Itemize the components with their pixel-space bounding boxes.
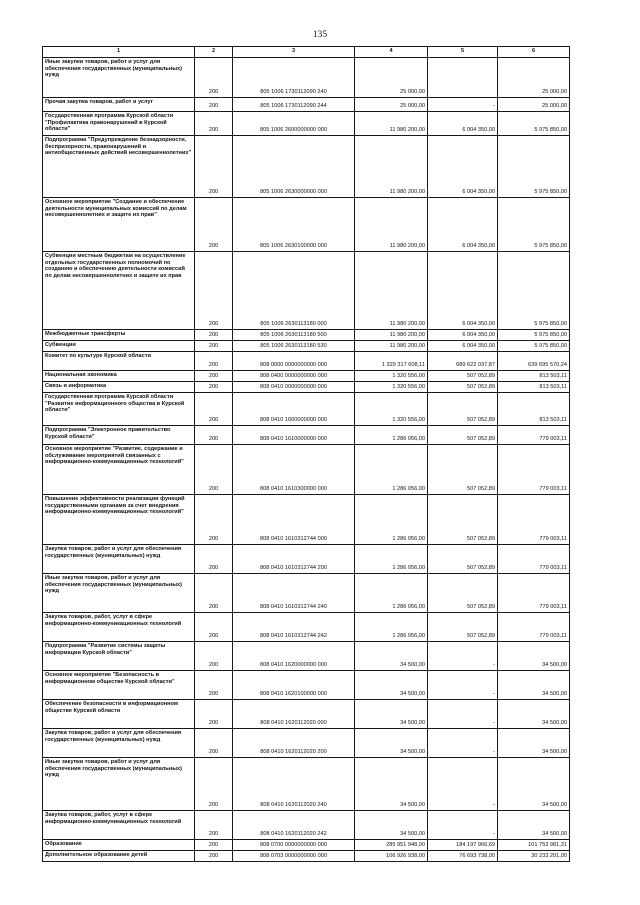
row-section-code: 200 bbox=[195, 495, 233, 545]
table-row bbox=[43, 811, 570, 840]
row-amount-executed: 6 004 350,00 bbox=[428, 112, 498, 136]
row-amount-remaining: 101 753 981,31 bbox=[498, 840, 570, 851]
row-section-code: 200 bbox=[195, 352, 233, 371]
row-amount-remaining: 34 500,00 bbox=[498, 729, 570, 758]
row-amount-executed bbox=[428, 58, 498, 98]
row-amount-executed: 6 004 350,00 bbox=[428, 330, 498, 341]
row-section-code: 200 bbox=[195, 393, 233, 426]
row-amount-remaining: 779 003,11 bbox=[498, 574, 570, 613]
row-amount-executed: 6 004 350,00 bbox=[428, 252, 498, 330]
row-name: Закупка товаров, работ, услуг в сфере информационно-коммуникационных технологий bbox=[43, 613, 195, 642]
header-cell: 4 bbox=[355, 47, 428, 58]
row-amount-approved: 1 329 317 608,11 bbox=[355, 352, 428, 371]
row-name: Государственная программа Курской области "Развитие информационного общества в Курской области" bbox=[43, 393, 195, 426]
row-classification-code: 808 0410 1600000000 000 bbox=[233, 393, 355, 426]
row-amount-remaining: 5 975 850,00 bbox=[498, 112, 570, 136]
row-amount-approved: 1 286 056,00 bbox=[355, 426, 428, 445]
row-name: Закупка товаров, работ и услуг для обеспечения государственных (муниципальных) нужд bbox=[43, 545, 195, 574]
row-section-code: 200 bbox=[195, 445, 233, 495]
table-row bbox=[43, 198, 570, 252]
row-amount-remaining: 779 003,11 bbox=[498, 495, 570, 545]
row-amount-remaining: 34 500,00 bbox=[498, 700, 570, 729]
row-section-code: 200 bbox=[195, 642, 233, 671]
row-classification-code: 805 1006 2630113180 530 bbox=[233, 341, 355, 352]
row-section-code: 200 bbox=[195, 811, 233, 840]
row-amount-approved: 11 980 200,00 bbox=[355, 341, 428, 352]
row-name: Основное мероприятие "Создание и обеспечение деятельности муниципальных комиссий по делам несовершеннолетних и защите их прав" bbox=[43, 198, 195, 252]
table-row bbox=[43, 671, 570, 700]
row-name: Иные закупки товаров, работ и услуг для обеспечения государственных (муниципальных) нужд bbox=[43, 574, 195, 613]
row-amount-remaining: 30 233 201,00 bbox=[498, 851, 570, 862]
row-classification-code: 808 0410 1610300000 000 bbox=[233, 445, 355, 495]
row-amount-executed: - bbox=[428, 98, 498, 112]
row-name: Дополнительное образование детей bbox=[43, 851, 195, 862]
row-section-code: 200 bbox=[195, 98, 233, 112]
row-section-code: 200 bbox=[195, 112, 233, 136]
row-amount-remaining: 25 000,00 bbox=[498, 58, 570, 98]
row-name: Образование bbox=[43, 840, 195, 851]
row-section-code: 200 bbox=[195, 426, 233, 445]
row-amount-executed: 507 052,89 bbox=[428, 545, 498, 574]
table-row bbox=[43, 545, 570, 574]
row-classification-code: 808 0410 1620000000 000 bbox=[233, 642, 355, 671]
row-amount-approved: 11 980 200,00 bbox=[355, 136, 428, 198]
row-name: Субвенции местным бюджетам на осуществление отдельных государственных полномочий по созданию и обеспечению деятельности комиссий по делам несовершеннолетних и защите их прав bbox=[43, 252, 195, 330]
row-amount-executed: 184 197 966,69 bbox=[428, 840, 498, 851]
row-name: Подпрограмма "Электронное правительство Курской области" bbox=[43, 426, 195, 445]
budget-table bbox=[42, 46, 570, 862]
row-section-code: 200 bbox=[195, 58, 233, 98]
row-classification-code: 808 0400 0000000000 000 bbox=[233, 371, 355, 382]
table-row bbox=[43, 382, 570, 393]
row-classification-code: 805 1006 1730112090 240 bbox=[233, 58, 355, 98]
table-row bbox=[43, 98, 570, 112]
row-name: Иные закупки товаров, работ и услуг для обеспечения государственных (муниципальных) нужд bbox=[43, 58, 195, 98]
row-name: Закупка товаров, работ и услуг для обеспечения государственных (муниципальных) нужд bbox=[43, 729, 195, 758]
row-amount-remaining: 779 003,11 bbox=[498, 426, 570, 445]
row-amount-remaining: 779 003,11 bbox=[498, 545, 570, 574]
row-amount-approved: 1 286 056,00 bbox=[355, 613, 428, 642]
row-name: Повышение эффективности реализации функций государственными органами за счет внедрения информационно-коммуникационных технологий" bbox=[43, 495, 195, 545]
row-section-code: 200 bbox=[195, 671, 233, 700]
header-cell: 2 bbox=[195, 47, 233, 58]
row-amount-approved: 11 980 200,00 bbox=[355, 252, 428, 330]
row-name: Субвенции bbox=[43, 341, 195, 352]
row-amount-remaining: 639 695 570,24 bbox=[498, 352, 570, 371]
row-amount-executed: 6 004 350,00 bbox=[428, 136, 498, 198]
table-row bbox=[43, 136, 570, 198]
row-classification-code: 805 1006 2630100000 000 bbox=[233, 198, 355, 252]
table-row bbox=[43, 341, 570, 352]
row-name: Закупка товаров, работ, услуг в сфере информационно-коммуникационных технологий bbox=[43, 811, 195, 840]
table-row bbox=[43, 112, 570, 136]
row-amount-approved: 1 320 556,00 bbox=[355, 371, 428, 382]
row-section-code: 200 bbox=[195, 729, 233, 758]
row-amount-approved: 1 320 556,00 bbox=[355, 393, 428, 426]
row-name: Обеспечение безопасности в информационном обществе Курской области bbox=[43, 700, 195, 729]
table-row bbox=[43, 642, 570, 671]
row-name: Основное мероприятие "Безопасность в информационном обществе Курской области" bbox=[43, 671, 195, 700]
row-classification-code: 808 0410 1620112020 240 bbox=[233, 758, 355, 811]
row-amount-executed: - bbox=[428, 729, 498, 758]
row-classification-code: 808 0410 0000000000 000 bbox=[233, 382, 355, 393]
row-amount-remaining: 5 975 850,00 bbox=[498, 341, 570, 352]
table-row bbox=[43, 851, 570, 862]
row-amount-remaining: 813 503,11 bbox=[498, 382, 570, 393]
row-amount-approved: 34 500,00 bbox=[355, 729, 428, 758]
row-section-code: 200 bbox=[195, 198, 233, 252]
row-amount-remaining: 779 003,11 bbox=[498, 445, 570, 495]
row-classification-code: 808 0410 1620112020 000 bbox=[233, 700, 355, 729]
row-name: Межбюджетные трансферты bbox=[43, 330, 195, 341]
row-name: Связь и информатика bbox=[43, 382, 195, 393]
row-amount-executed: 507 052,89 bbox=[428, 613, 498, 642]
row-classification-code: 808 0410 1610312744 000 bbox=[233, 495, 355, 545]
table-row bbox=[43, 352, 570, 371]
row-amount-remaining: 5 975 850,00 bbox=[498, 252, 570, 330]
header-cell: 5 bbox=[428, 47, 498, 58]
row-amount-executed: - bbox=[428, 811, 498, 840]
table-row bbox=[43, 252, 570, 330]
row-classification-code: 805 1006 2630113180 500 bbox=[233, 330, 355, 341]
table-row bbox=[43, 393, 570, 426]
row-section-code: 200 bbox=[195, 330, 233, 341]
row-classification-code: 805 1006 2600000000 000 bbox=[233, 112, 355, 136]
table-row bbox=[43, 729, 570, 758]
row-amount-executed: 6 004 350,00 bbox=[428, 341, 498, 352]
row-classification-code: 808 0410 1610312744 240 bbox=[233, 574, 355, 613]
table-row bbox=[43, 495, 570, 545]
row-amount-executed: 689 622 037,87 bbox=[428, 352, 498, 371]
row-amount-executed: - bbox=[428, 758, 498, 811]
table-row bbox=[43, 700, 570, 729]
row-section-code: 200 bbox=[195, 840, 233, 851]
row-amount-executed: 507 052,89 bbox=[428, 495, 498, 545]
row-amount-remaining: 25 000,00 bbox=[498, 98, 570, 112]
row-amount-remaining: 34 500,00 bbox=[498, 758, 570, 811]
row-amount-executed: 76 693 738,00 bbox=[428, 851, 498, 862]
row-section-code: 200 bbox=[195, 382, 233, 393]
row-amount-approved: 1 286 056,00 bbox=[355, 545, 428, 574]
row-amount-executed: 507 052,89 bbox=[428, 426, 498, 445]
row-classification-code: 805 1006 1730112090 244 bbox=[233, 98, 355, 112]
header-cell: 6 bbox=[498, 47, 570, 58]
row-amount-approved: 106 926 938,00 bbox=[355, 851, 428, 862]
row-amount-remaining: 5 975 850,00 bbox=[498, 198, 570, 252]
row-amount-approved: 11 980 200,00 bbox=[355, 330, 428, 341]
row-amount-approved: 34 500,00 bbox=[355, 642, 428, 671]
row-classification-code: 808 0000 0000000000 000 bbox=[233, 352, 355, 371]
header-cell: 1 bbox=[43, 47, 195, 58]
table-row bbox=[43, 758, 570, 811]
row-section-code: 200 bbox=[195, 545, 233, 574]
row-section-code: 200 bbox=[195, 371, 233, 382]
table-row bbox=[43, 426, 570, 445]
table-row bbox=[43, 840, 570, 851]
row-amount-executed: 507 052,89 bbox=[428, 382, 498, 393]
row-amount-approved: 285 951 948,00 bbox=[355, 840, 428, 851]
table-row bbox=[43, 445, 570, 495]
row-amount-executed: 507 052,89 bbox=[428, 574, 498, 613]
row-amount-approved: 34 500,00 bbox=[355, 811, 428, 840]
row-classification-code: 805 1006 2630113180 000 bbox=[233, 252, 355, 330]
row-classification-code: 808 0700 0000000000 000 bbox=[233, 840, 355, 851]
row-classification-code: 808 0410 1610000000 000 bbox=[233, 426, 355, 445]
row-amount-approved: 1 320 556,00 bbox=[355, 382, 428, 393]
row-amount-remaining: 813 503,11 bbox=[498, 393, 570, 426]
row-classification-code: 808 0410 1620100000 000 bbox=[233, 671, 355, 700]
table-row bbox=[43, 371, 570, 382]
table-row bbox=[43, 330, 570, 341]
row-amount-executed: 507 052,89 bbox=[428, 371, 498, 382]
row-amount-approved: 25 000,00 bbox=[355, 58, 428, 98]
row-amount-executed: 507 052,89 bbox=[428, 445, 498, 495]
row-name: Национальная экономика bbox=[43, 371, 195, 382]
row-section-code: 200 bbox=[195, 700, 233, 729]
row-name: Государственная программа Курской области "Профилактика правонарушений в Курской области" bbox=[43, 112, 195, 136]
row-amount-remaining: 779 003,11 bbox=[498, 613, 570, 642]
row-name: Основное мероприятие "Развитие, содержание и обслуживание мероприятий связанных с информационно-коммуникационных технологий" bbox=[43, 445, 195, 495]
table-row bbox=[43, 58, 570, 98]
row-amount-remaining: 34 500,00 bbox=[498, 811, 570, 840]
row-amount-approved: 1 286 056,00 bbox=[355, 574, 428, 613]
row-name: Подпрограмма "Предупреждение безнадзорности, беспризорности, правонарушений и антиобщественных действий несовершеннолетних" bbox=[43, 136, 195, 198]
row-amount-approved: 34 500,00 bbox=[355, 671, 428, 700]
page-number: 135 bbox=[312, 30, 328, 40]
row-classification-code: 808 0410 1620112020 242 bbox=[233, 811, 355, 840]
row-section-code: 200 bbox=[195, 574, 233, 613]
row-amount-executed: 507 052,89 bbox=[428, 393, 498, 426]
row-section-code: 200 bbox=[195, 758, 233, 811]
row-amount-executed: - bbox=[428, 671, 498, 700]
row-classification-code: 805 1006 2630000000 000 bbox=[233, 136, 355, 198]
row-amount-executed: 6 004 350,00 bbox=[428, 198, 498, 252]
row-amount-approved: 34 500,00 bbox=[355, 700, 428, 729]
row-amount-approved: 1 286 056,00 bbox=[355, 495, 428, 545]
row-section-code: 200 bbox=[195, 341, 233, 352]
row-name: Прочая закупка товаров, работ и услуг bbox=[43, 98, 195, 112]
row-amount-remaining: 5 975 850,00 bbox=[498, 330, 570, 341]
row-classification-code: 808 0410 1610312744 242 bbox=[233, 613, 355, 642]
row-amount-approved: 1 286 056,00 bbox=[355, 445, 428, 495]
row-section-code: 200 bbox=[195, 851, 233, 862]
row-classification-code: 808 0410 1610312744 200 bbox=[233, 545, 355, 574]
row-amount-approved: 11 980 200,00 bbox=[355, 112, 428, 136]
row-amount-approved: 25 000,00 bbox=[355, 98, 428, 112]
row-section-code: 200 bbox=[195, 136, 233, 198]
row-amount-remaining: 34 500,00 bbox=[498, 642, 570, 671]
row-amount-executed: - bbox=[428, 700, 498, 729]
row-amount-remaining: 5 975 850,00 bbox=[498, 136, 570, 198]
row-amount-remaining: 34 500,00 bbox=[498, 671, 570, 700]
row-classification-code: 808 0410 1620112020 200 bbox=[233, 729, 355, 758]
row-amount-approved: 11 980 200,00 bbox=[355, 198, 428, 252]
table-row bbox=[43, 613, 570, 642]
row-section-code: 200 bbox=[195, 613, 233, 642]
table-header-row bbox=[43, 47, 570, 58]
row-amount-executed: - bbox=[428, 642, 498, 671]
row-classification-code: 808 0703 0000000000 000 bbox=[233, 851, 355, 862]
row-amount-remaining: 813 503,11 bbox=[498, 371, 570, 382]
header-cell: 3 bbox=[233, 47, 355, 58]
row-amount-approved: 34 500,00 bbox=[355, 758, 428, 811]
row-name: Комитет по культуре Курской области bbox=[43, 352, 195, 371]
table-row bbox=[43, 574, 570, 613]
row-section-code: 200 bbox=[195, 252, 233, 330]
row-name: Иные закупки товаров, работ и услуг для обеспечения государственных (муниципальных) нужд bbox=[43, 758, 195, 811]
row-name: Подпрограмма "Развитие системы защиты информации Курской области" bbox=[43, 642, 195, 671]
